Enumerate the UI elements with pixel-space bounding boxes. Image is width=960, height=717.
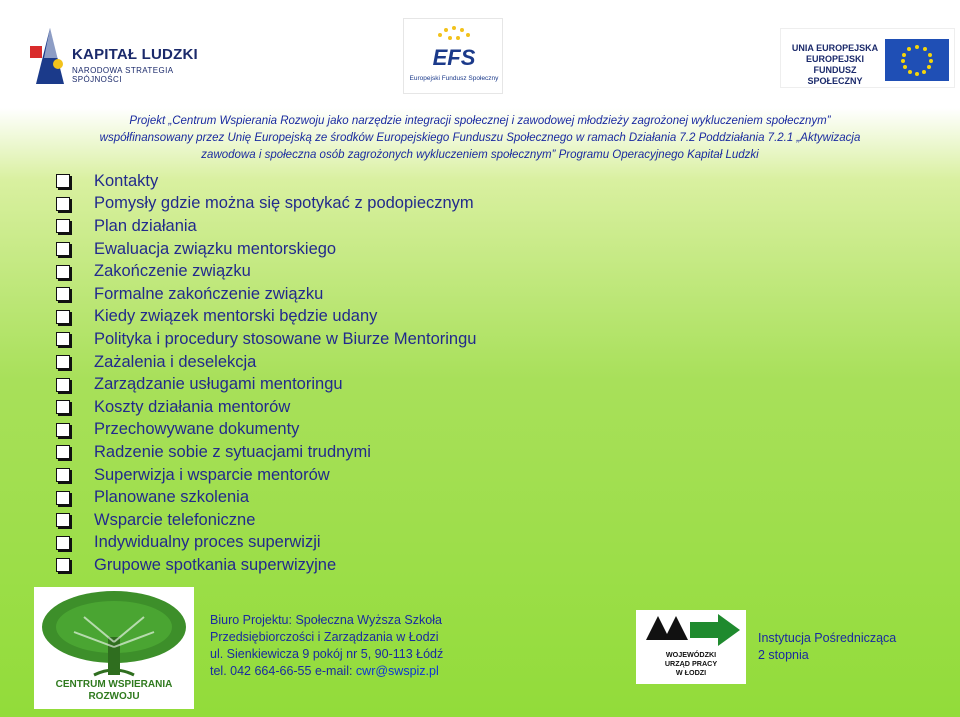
- list-item-label: Planowane szkolenia: [94, 488, 250, 507]
- list-item-label: Przechowywane dokumenty: [94, 420, 300, 439]
- centrum-wspierania-rozwoju-logo: [34, 587, 194, 709]
- eu-flag-icon: [885, 39, 949, 81]
- efs-subtitle: Europejski Fundusz Społeczny: [409, 75, 499, 82]
- list-item: [56, 441, 476, 464]
- list-item-label: Grupowe spotkania superwizyjne: [94, 555, 337, 574]
- phone-label: tel. 042 664-66-55 e-mail:: [210, 664, 356, 678]
- cwr-text: [34, 679, 194, 703]
- efs-logo: [403, 18, 503, 94]
- list-item: [56, 170, 476, 193]
- kapital-ludzki-title: KAPITAŁ LUDZKI: [72, 46, 198, 63]
- checkbox-bullet-icon: [56, 355, 70, 369]
- list-item-label: Indywidualny proces superwizji: [94, 533, 321, 552]
- info-line2: Przedsiębiorczości i Zarządzania w Łodzi: [210, 630, 439, 644]
- ip-line1: Instytucja Pośrednicząca: [758, 631, 897, 645]
- wup-line3: W ŁODZI: [675, 668, 707, 677]
- checkbox-bullet-icon: [56, 536, 70, 550]
- checkbox-bullet-icon: [56, 558, 70, 572]
- list-item: [56, 373, 476, 396]
- unia-europejska-logo: [780, 28, 955, 88]
- list-item: [56, 238, 476, 261]
- cwr-line1: CENTRUM WSPIERANIA: [55, 679, 173, 690]
- checkbox-bullet-icon: [56, 445, 70, 459]
- info-line1: Biuro Projektu: Społeczna Wyższa Szkoła: [210, 613, 442, 627]
- kapital-ludzki-emblem-icon: [28, 24, 68, 86]
- list-item: [56, 532, 476, 555]
- wup-lodz-logo: [636, 610, 746, 684]
- checkbox-bullet-icon: [56, 265, 70, 279]
- checkbox-bullet-icon: [56, 400, 70, 414]
- checkbox-bullet-icon: [56, 423, 70, 437]
- header-line1: Projekt „Centrum Wspierania Rozwoju jako narzędzie integracji społecznej i zawodowej młodzieży zagrożonej wykluczeniem społecznym”: [129, 115, 831, 127]
- ue-line1: UNIA EUROPEJSKA: [791, 43, 879, 53]
- ue-line2: EUROPEJSKI: [805, 54, 865, 64]
- kapital-ludzki-subtitle: NARODOWA STRATEGIA SPÓJNOŚCI: [72, 66, 173, 84]
- checkbox-bullet-icon: [56, 287, 70, 301]
- checkbox-bullet-icon: [56, 332, 70, 346]
- tree-icon: [34, 587, 194, 679]
- checkbox-bullet-icon: [56, 242, 70, 256]
- checkbox-bullet-icon: [56, 378, 70, 392]
- kapital-ludzki-logo: [28, 24, 208, 86]
- list-item: [56, 215, 476, 238]
- list-item: [56, 351, 476, 374]
- header-line3: zawodowa i społeczna osób zagrożonych wykluczeniem społecznym” Programu Operacyjnego Kapitał Ludzki: [201, 149, 759, 161]
- list-item-label: Kontakty: [94, 171, 159, 190]
- checkbox-bullet-icon: [56, 310, 70, 324]
- wup-line2: URZĄD PRACY: [664, 659, 718, 668]
- info-line3: ul. Sienkiewicza 9 pokój nr 5, 90-113 Łódź: [210, 647, 444, 661]
- list-item: [56, 554, 476, 577]
- list-item-label: Ewaluacja związku mentorskiego: [94, 239, 337, 258]
- list-item: [56, 193, 476, 216]
- list-item-label: Koszty działania mentorów: [94, 397, 291, 416]
- top-logo-bar: [0, 0, 960, 108]
- list-item-label: Formalne zakończenie związku: [94, 284, 324, 303]
- list-item: [56, 464, 476, 487]
- list-item-label: Kiedy związek mentorski będzie udany: [94, 307, 378, 326]
- ue-text: [787, 43, 883, 87]
- list-item-label: Polityka i procedury stosowane w Biurze Mentoringu: [94, 329, 477, 348]
- list-item: [56, 396, 476, 419]
- intermediate-institution: [758, 630, 896, 664]
- checkbox-bullet-icon: [56, 174, 70, 188]
- list-item-label: Wsparcie telefoniczne: [94, 510, 256, 529]
- cwr-line2: ROZWOJU: [88, 691, 140, 702]
- checkbox-bullet-icon: [56, 491, 70, 505]
- list-item-label: Plan działania: [94, 216, 197, 235]
- project-header: [0, 113, 960, 164]
- list-item-label: Zakończenie związku: [94, 262, 251, 281]
- list-item: [56, 509, 476, 532]
- list-item: [56, 306, 476, 329]
- efs-title: EFS: [432, 45, 476, 70]
- info-line4: [210, 663, 443, 680]
- header-line2: współfinansowany przez Unię Europejską ze środków Europejskiego Funduszu Społecznego w ramach Działania 7.2 Poddziałania 7.2.1 „Aktywizacja: [99, 132, 861, 144]
- list-item-label: Pomysły gdzie można się spotykać z podopiecznym: [94, 194, 474, 213]
- list-item: [56, 486, 476, 509]
- checkbox-bullet-icon: [56, 513, 70, 527]
- checkbox-bullet-icon: [56, 468, 70, 482]
- wup-text: [636, 650, 746, 677]
- list-item: [56, 328, 476, 351]
- list-item-label: Zarządzanie usługami mentoringu: [94, 375, 343, 394]
- wup-line1: WOJEWÓDZKI: [665, 650, 717, 659]
- ue-line3: FUNDUSZ SPOŁECZNY: [807, 65, 863, 86]
- list-item: [56, 419, 476, 442]
- list-item-label: Zażalenia i deselekcja: [94, 352, 257, 371]
- email-link[interactable]: cwr@swspiz.pl: [355, 664, 439, 678]
- wup-arrow-icon: [636, 610, 746, 650]
- project-office-info: [210, 612, 443, 680]
- list-item: [56, 260, 476, 283]
- ip-line2: 2 stopnia: [758, 648, 809, 662]
- checkbox-bullet-icon: [56, 197, 70, 211]
- list-item-label: Superwizja i wsparcie mentorów: [94, 465, 330, 484]
- topic-list: [56, 170, 476, 577]
- checkbox-bullet-icon: [56, 219, 70, 233]
- list-item: [56, 283, 476, 306]
- list-item-label: Radzenie sobie z sytuacjami trudnymi: [94, 442, 371, 461]
